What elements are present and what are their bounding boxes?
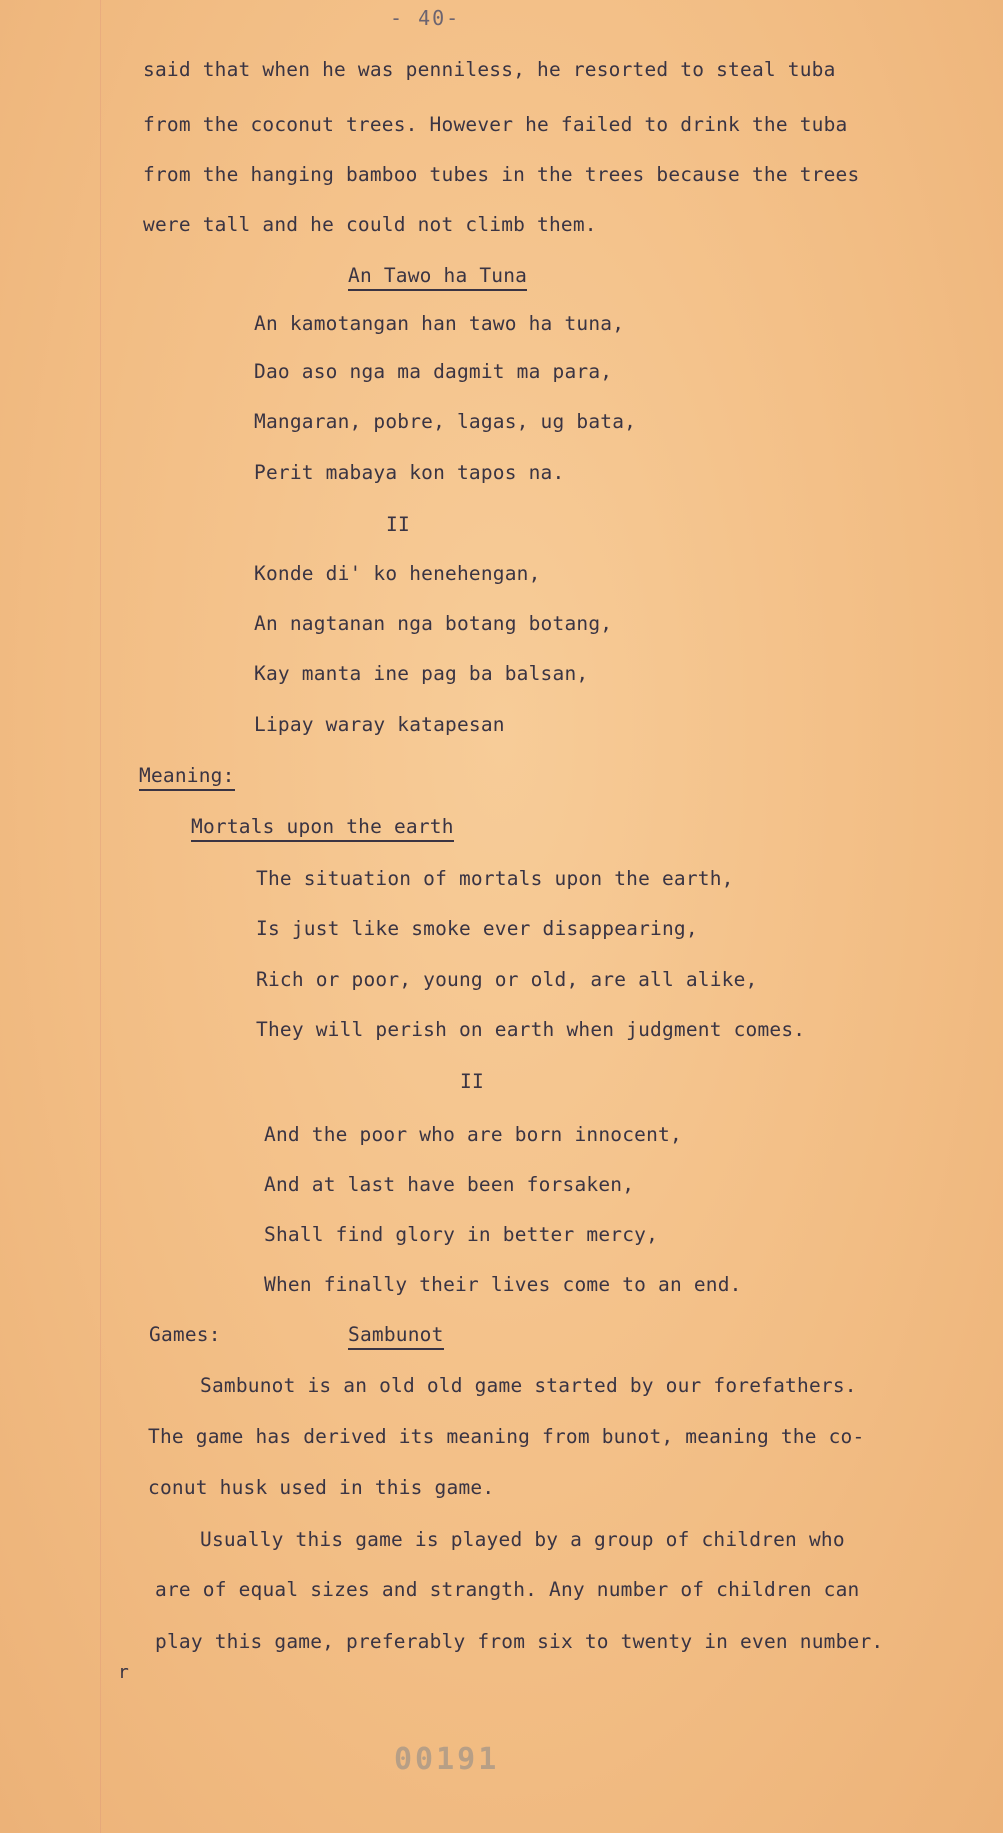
verse-line: Kay manta ine pag ba balsan, [254,662,589,685]
paragraph-line: The game has derived its meaning from bunot, meaning the co- [148,1425,865,1448]
paragraph-line: Sambunot is an old old game started by our forefathers. [200,1374,857,1397]
paragraph-line: play this game, preferably from six to twenty in even number. [155,1630,884,1653]
verse-line: Mangaran, pobre, lagas, ug bata, [254,410,637,433]
verse-line: An nagtanan nga botang botang, [254,612,613,635]
translation-line: Shall find glory in better mercy, [264,1223,659,1246]
text-line: said that when he was penniless, he resorted to steal tuba [143,58,836,81]
verse-number: II [386,513,410,536]
translation-title: Mortals upon the earth [191,815,454,842]
translation-line: When finally their lives come to an end. [264,1273,742,1296]
verse-line: Konde di' ko henehengan, [254,562,541,585]
archive-stamp: 00191 [394,1742,500,1777]
paragraph-line: conut husk used in this game. [148,1476,495,1499]
paragraph-line: are of equal sizes and strangth. Any number of children can [155,1578,860,1601]
page-number: - 40- [390,6,461,30]
translation-line: They will perish on earth when judgment comes. [256,1018,806,1041]
text-line: were tall and he could not climb them. [143,213,597,236]
translation-line: The situation of mortals upon the earth, [256,867,734,890]
translation-line: And at last have been forsaken, [264,1173,635,1196]
paragraph-line: Usually this game is played by a group of children who [200,1528,845,1551]
margin-rule [100,0,101,1833]
stray-mark: r [118,1662,129,1683]
games-label: Games: [149,1323,221,1346]
translation-line: And the poor who are born innocent, [264,1123,682,1146]
meaning-label: Meaning: [139,764,235,791]
verse-line: An kamotangan han tawo ha tuna, [254,312,625,335]
text-line: from the coconut trees. However he failed to drink the tuba [143,113,848,136]
translation-line: Is just like smoke ever disappearing, [256,917,698,940]
song-title: An Tawo ha Tuna [348,264,527,291]
verse-number: II [460,1070,484,1093]
text-line: from the hanging bamboo tubes in the trees because the trees [143,163,860,186]
translation-line: Rich or poor, young or old, are all alike, [256,968,758,991]
verse-line: Lipay waray katapesan [254,713,505,736]
verse-line: Perit mabaya kon tapos na. [254,461,565,484]
verse-line: Dao aso nga ma dagmit ma para, [254,360,613,383]
game-title: Sambunot [348,1323,444,1350]
